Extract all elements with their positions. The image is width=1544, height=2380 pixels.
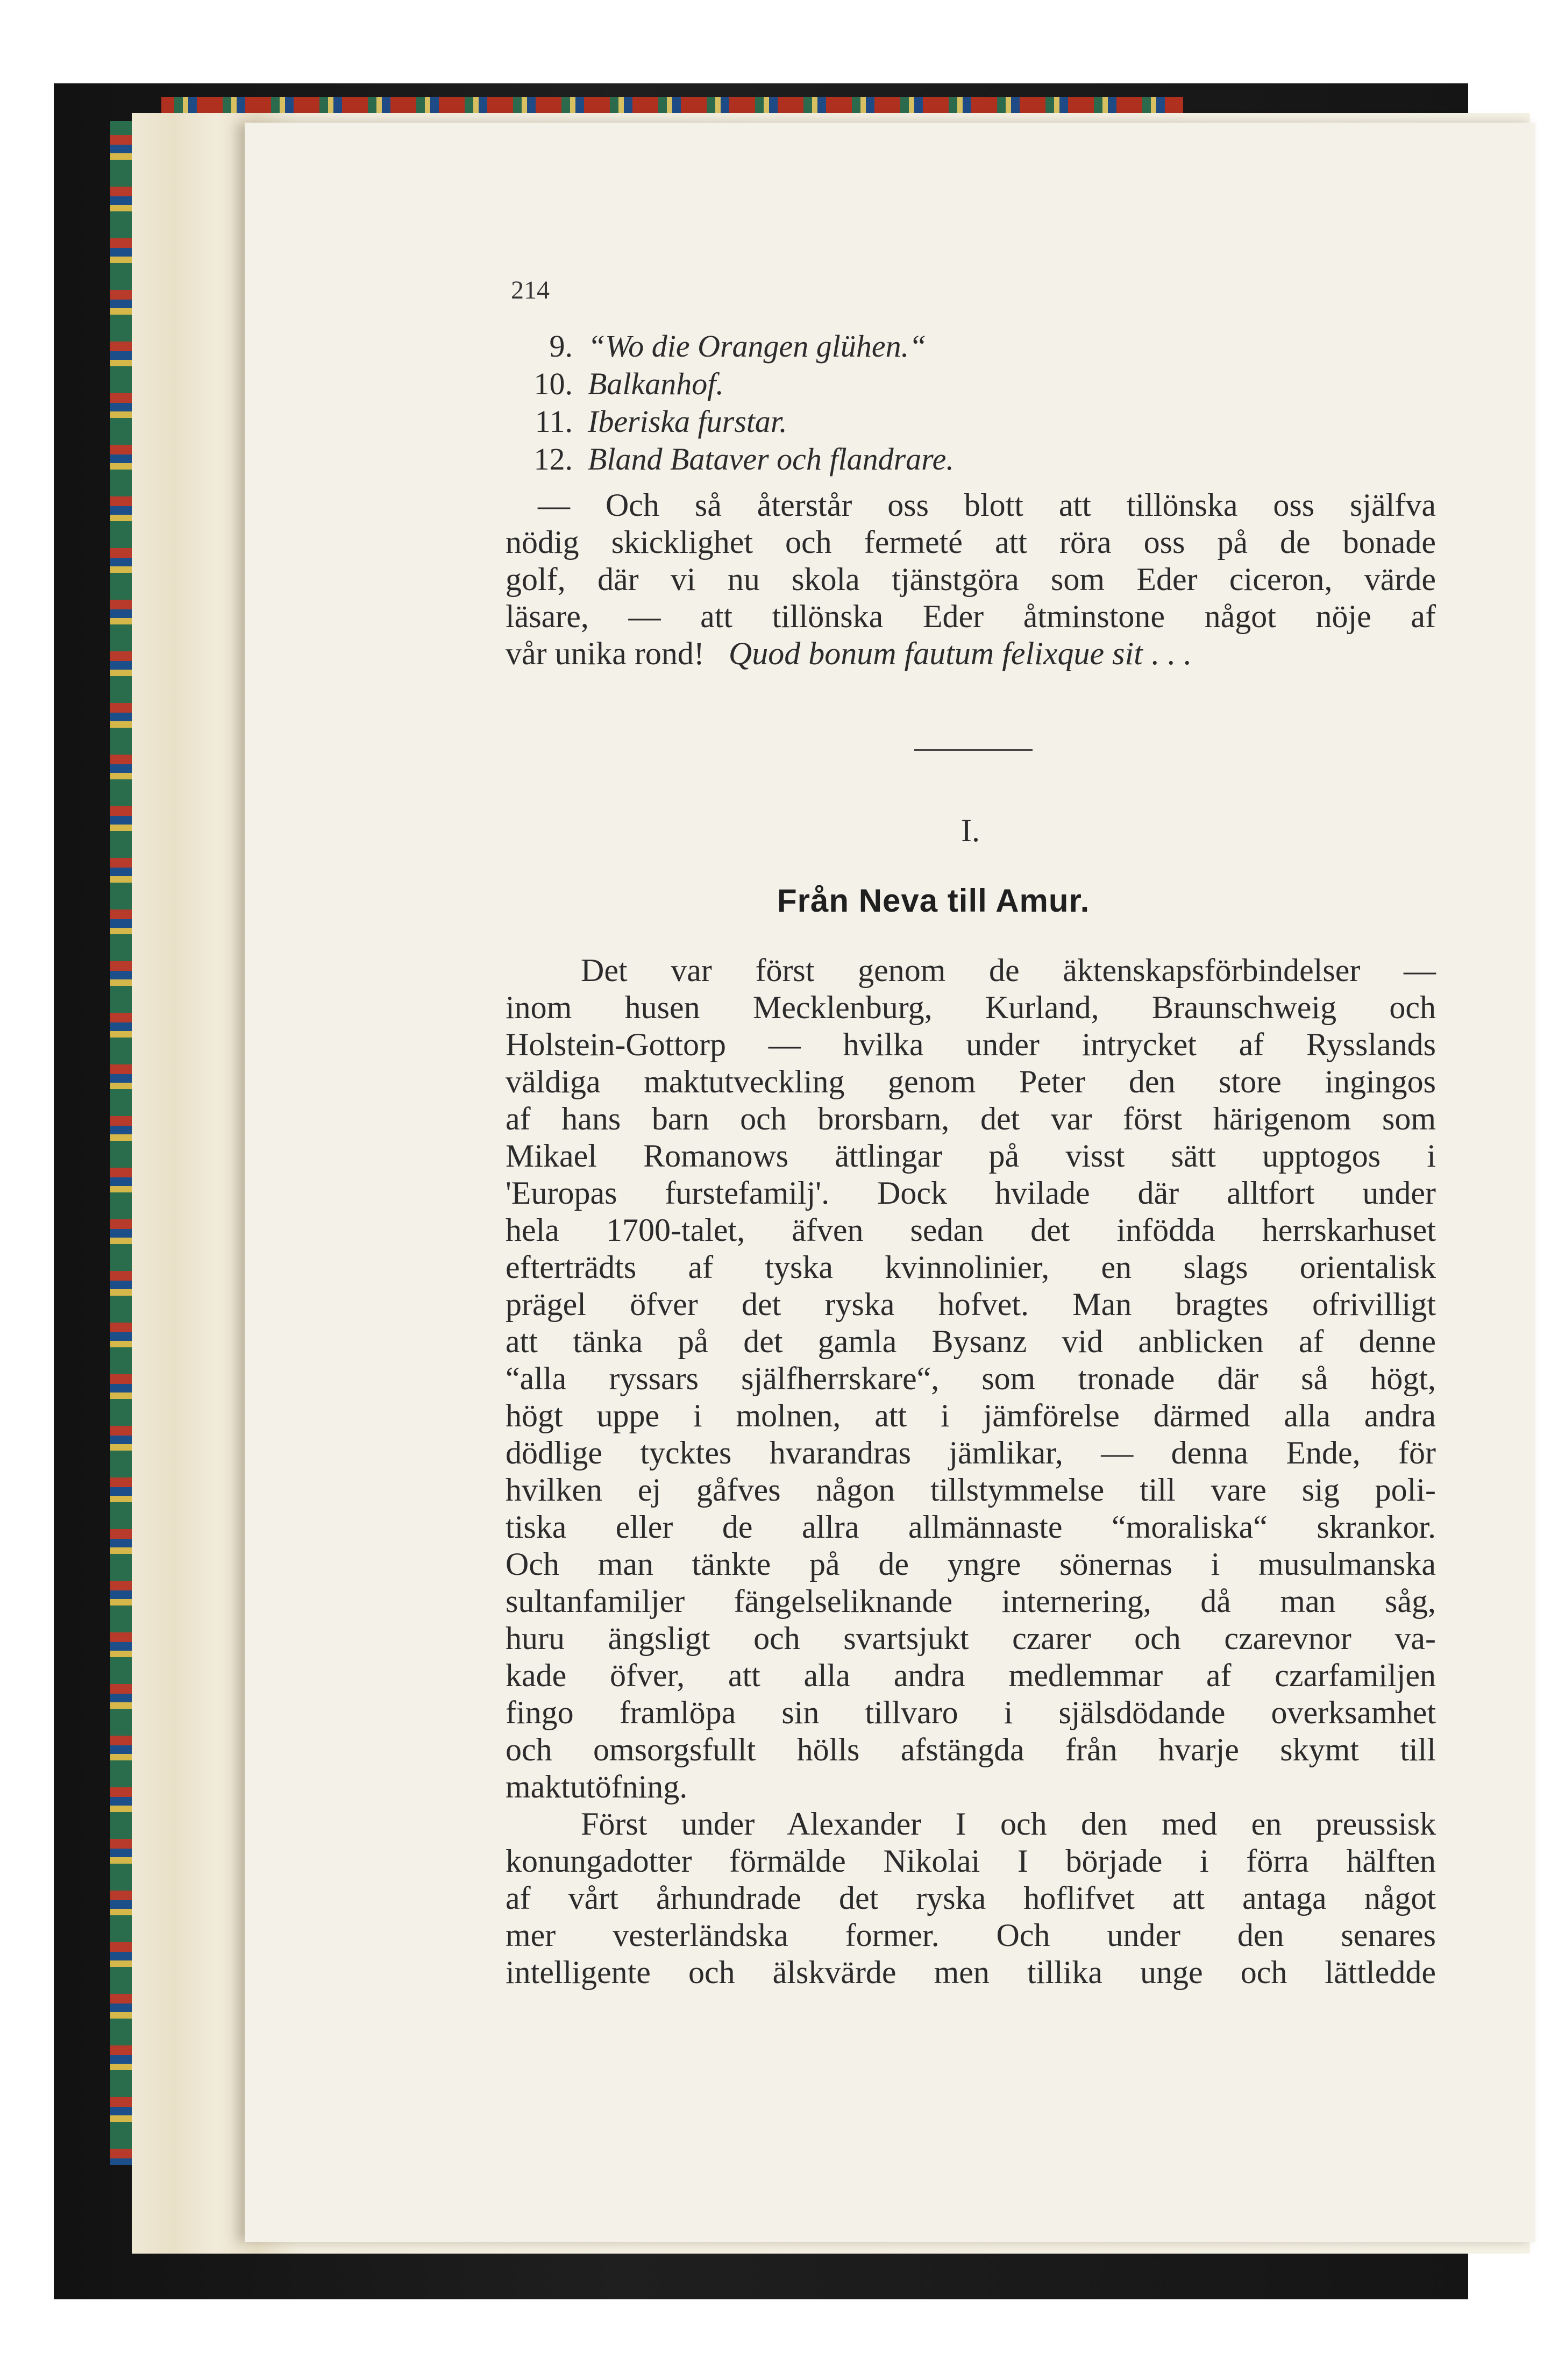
section-number: I.: [961, 813, 980, 848]
list-number: 12.: [533, 442, 573, 477]
text-line: Först under Alexander I och den med en preussisk: [581, 1806, 1436, 1842]
text-line: intelligente och älskvärde men tillika unge och lättledde: [506, 1955, 1436, 1990]
text-line: att tänka på det gamla Bysanz vid anblicken af denne: [506, 1324, 1436, 1359]
text-line: dödlige tycktes hvarandras jämlikar, — denna Ende, för: [506, 1435, 1436, 1470]
text-line: väldiga maktutveckling genom Peter den store ingingos: [506, 1064, 1436, 1099]
text-line: Och man tänkte på de yngre sönernas i musulmanska: [506, 1546, 1436, 1582]
text-line: mer vesterländska former. Och under den senares: [506, 1917, 1436, 1953]
text-line: tiska eller de allra allmännaste “moraliska“ skrankor.: [506, 1509, 1436, 1545]
text-line: hvilken ej gåfves någon tillstymmelse till vare sig poli-: [506, 1472, 1436, 1508]
list-item: [516, 328, 926, 364]
text-line: 'Europas furstefamilj'. Dock hvilade där alltfort under: [506, 1175, 1436, 1211]
latin-quote: Quod bonum fautum felixque sit: [728, 636, 1143, 671]
text-line: — Och så återstår oss blott att tillönska oss själfva: [538, 487, 1436, 523]
section-divider: [914, 749, 1033, 751]
text-line: Det var först genom de äktenskapsförbindelser —: [581, 953, 1436, 988]
text-line: inom husen Mecklenburg, Kurland, Braunschweig och: [506, 990, 1436, 1025]
list-title: Iberiska furstar.: [588, 404, 787, 439]
list-item: [516, 366, 724, 402]
text-line: högt uppe i molnen, att i jämförelse därmed alla andra: [506, 1398, 1436, 1433]
intro-paragraph: [506, 487, 1436, 672]
text-line: fingo framlöpa sin tillvaro i själsdödande overksamhet: [506, 1695, 1436, 1730]
text-line: efterträdts af tyska kvinnolinier, en slags orientalisk: [506, 1249, 1436, 1285]
text-line: hela 1700-talet, äfven sedan det infödda herrskarhuset: [506, 1212, 1436, 1248]
list-number: 10.: [533, 366, 573, 401]
text-line: maktutöfning.: [506, 1769, 688, 1804]
text-line: läsare, — att tillönska Eder åtminstone något nöje af: [506, 599, 1436, 634]
text-line: sultanfamiljer fängelseliknande internering, då man såg,: [506, 1583, 1436, 1619]
text-line: Mikael Romanows ättlingar på visst sätt upptogos i: [506, 1138, 1436, 1174]
text-line: “alla ryssars själfherrskare“, som tronade där så högt,: [506, 1361, 1436, 1396]
text-line: konungadotter förmälde Nikolai I började i förra hälften: [506, 1843, 1436, 1879]
page-number: 214: [511, 276, 550, 304]
text-fragment: vår unika rond!: [506, 636, 705, 671]
text-line: af vårt århundrade det ryska hoflifvet att antaga något: [506, 1880, 1436, 1916]
text-line: golf, där vi nu skola tjänstgöra som Eder ciceron, värde: [506, 562, 1436, 597]
list-item: [516, 441, 954, 477]
list-title: Balkanhof.: [588, 366, 724, 401]
section-title: Från Neva till Amur.: [777, 883, 1090, 919]
body-paragraph-2: [506, 1806, 1436, 1991]
body-paragraph-1: [506, 952, 1436, 1806]
text-line: huru ängsligt och svartsjukt czarer och czarevnor va-: [506, 1621, 1436, 1656]
ellipsis: . . .: [1150, 636, 1191, 671]
list-title: Bland Bataver och flandrare.: [588, 442, 954, 477]
list-number: 9.: [549, 329, 573, 364]
text-line: nödig skicklighet och fermeté att röra oss på de bonade: [506, 524, 1436, 560]
text-line: prägel öfver det ryska hofvet. Man bragtes ofrivilligt: [506, 1287, 1436, 1322]
list-number: 11.: [535, 404, 573, 439]
text-line: Holstein-Gottorp — hvilka under intrycket af Rysslands: [506, 1027, 1436, 1062]
text-line: [506, 635, 1436, 672]
text-line: kade öfver, att alla andra medlemmar af czarfamiljen: [506, 1658, 1436, 1693]
text-line: af hans barn och brorsbarn, det var först härigenom som: [506, 1101, 1436, 1136]
list-title: “Wo die Orangen glühen.“: [588, 329, 927, 364]
list-item: [516, 403, 787, 439]
text-line: och omsorgsfullt hölls afstängda från hvarje skymt till: [506, 1732, 1436, 1767]
